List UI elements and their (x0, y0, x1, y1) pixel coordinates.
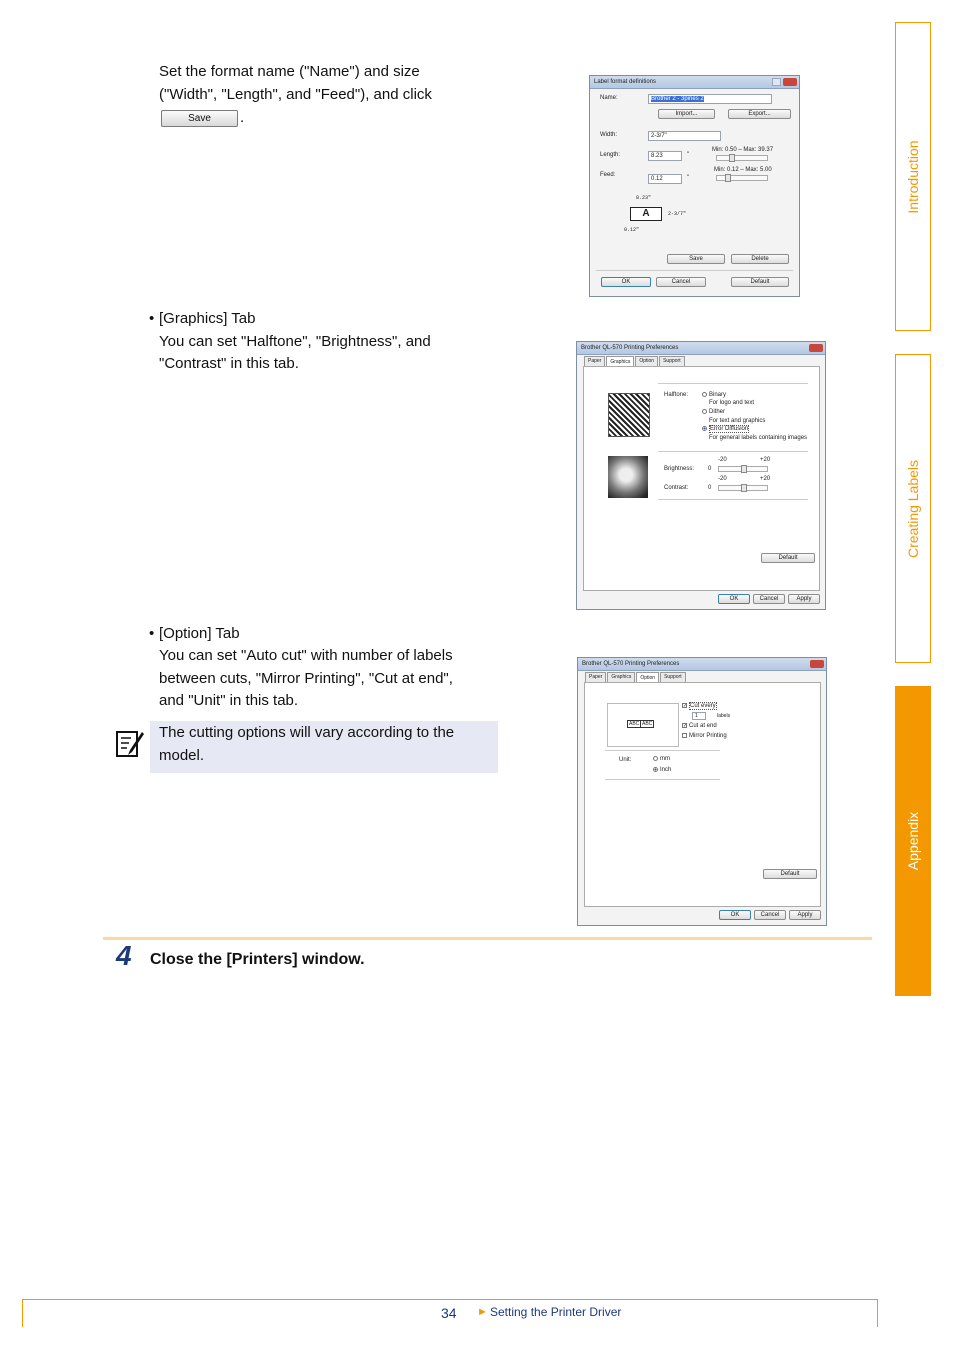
graphics-dialog (576, 341, 826, 610)
opt-dither[interactable] (702, 409, 725, 415)
tab-introduction[interactable] (895, 22, 931, 331)
halftone-label: Halftone: (664, 392, 689, 398)
brightness-slider[interactable] (718, 466, 768, 472)
tab-creating-labels-label: Creating Labels (905, 459, 921, 558)
dlg1-feed-slider[interactable] (716, 175, 768, 181)
tab-graphics[interactable]: Graphics (606, 356, 634, 366)
opt-binary-desc: For logo and text (709, 400, 755, 406)
unit-mm-radio[interactable] (653, 756, 670, 762)
unit-mm-label: mm (660, 756, 670, 763)
dlg1-separator (596, 270, 793, 271)
brightness-max: +20 (760, 457, 771, 463)
dlg1-feed-range: Min: 0.12 – Max: 5.00 (714, 167, 772, 173)
note-line-2: model. (159, 747, 205, 764)
unit-inch-label: Inch (660, 767, 672, 774)
dlg3-rule-1 (605, 750, 720, 751)
step-rule (103, 937, 872, 940)
dlg1-width-select[interactable]: 2-3/7" (648, 131, 721, 141)
cut-count-input[interactable]: 1 (692, 712, 706, 720)
help-icon[interactable] (772, 78, 781, 86)
dlg2-default-button[interactable]: Default (761, 553, 815, 563)
graphics-bullet: • (149, 310, 155, 327)
photo-preview-image (608, 456, 648, 498)
tab-support[interactable]: Support (660, 672, 686, 682)
dlg1-feed-input[interactable]: 0.12 (648, 174, 682, 184)
note-line-1: The cutting options will vary according to the (159, 724, 455, 741)
intro-line-1: Set the format name ("Name") and size (159, 63, 420, 80)
labels-text: labels (717, 713, 731, 719)
tab-option[interactable]: Option (636, 672, 659, 682)
dlg3-apply-button[interactable]: Apply (789, 910, 821, 920)
close-icon[interactable] (783, 78, 797, 86)
inline-save-label: Save (188, 113, 211, 124)
dlg1-preview-length: 8.23" (636, 195, 652, 201)
close-icon[interactable] (809, 344, 823, 352)
dlg2-ok-button[interactable]: OK (718, 594, 750, 604)
dlg1-length-range: Min: 0.50 – Max: 39.37 (712, 147, 774, 153)
dlg1-preview-width: 2-3/7" (668, 211, 687, 217)
inline-save-button (161, 110, 238, 127)
contrast-value: 0 (708, 485, 712, 491)
cut-preview-label-1: ABC (629, 721, 640, 727)
cut-at-end-label: Cut at end (689, 723, 717, 730)
dlg2-rule-3 (658, 499, 808, 500)
mirror-checkbox[interactable] (682, 733, 727, 739)
step-text: Close the [Printers] window. (150, 951, 365, 968)
tab-creating-labels[interactable] (895, 354, 931, 663)
dlg1-length-slider[interactable] (716, 155, 768, 161)
footer-link[interactable]: Setting the Printer Driver (490, 1305, 622, 1319)
intro-line-2: ("Width", "Length", and "Feed"), and click (159, 86, 432, 103)
dlg1-feed-unit: " (687, 175, 690, 181)
opt-dither-label: Dither (709, 409, 726, 416)
dlg1-name-label: Name: (600, 95, 618, 101)
opt-error-label: Error Diffusion (710, 426, 749, 433)
unit-label: Unit: (619, 757, 632, 763)
opt-dither-desc: For text and graphics (709, 418, 766, 424)
dlg1-default-button[interactable]: Default (731, 277, 789, 287)
dlg3-ok-button[interactable]: OK (719, 910, 751, 920)
tab-option[interactable]: Option (635, 356, 658, 366)
option-heading: [Option] Tab (159, 625, 240, 642)
brightness-min: -20 (718, 457, 727, 463)
dlg2-titlebar (577, 342, 825, 355)
dlg3-cancel-button[interactable]: Cancel (754, 910, 786, 920)
tab-appendix[interactable] (895, 686, 931, 996)
option-dialog (577, 657, 827, 926)
dlg1-length-label: Length: (600, 152, 621, 158)
contrast-label: Contrast: (664, 485, 689, 491)
dlg1-length-input[interactable]: 8.23 (648, 151, 682, 161)
dlg2-title: Brother QL-570 Printing Preferences (581, 345, 679, 351)
note-box (150, 721, 498, 773)
dlg3-tabs (585, 672, 687, 682)
opt-error-desc: For general labels containing images (709, 435, 808, 441)
dlg1-delete-button[interactable]: Delete (731, 254, 789, 264)
opt-error-diffusion[interactable] (702, 426, 749, 432)
dlg1-feed-label: Feed: (600, 172, 616, 178)
option-line-2: between cuts, "Mirror Printing", "Cut at end", (159, 670, 453, 687)
cut-preview-label-2: ABC (642, 721, 653, 727)
dlg1-preview-letter: A (642, 208, 650, 219)
cut-at-end-checkbox[interactable]: ✓ Cut at end (683, 723, 717, 730)
tab-graphics[interactable]: Graphics (607, 672, 635, 682)
dlg1-save-button[interactable]: Save (667, 254, 725, 264)
tab-paper[interactable]: Paper (585, 672, 606, 682)
close-icon[interactable] (810, 660, 824, 668)
mirror-label: Mirror Printing (689, 733, 727, 740)
dlg1-export-button[interactable]: Export... (728, 109, 791, 119)
dlg2-rule-1 (658, 383, 808, 384)
dlg1-width-label: Width: (600, 132, 618, 138)
tab-paper[interactable]: Paper (584, 356, 605, 366)
dlg3-rule-2 (605, 779, 720, 780)
dlg2-tabs (584, 356, 686, 366)
step-number: 4 (116, 940, 132, 971)
dlg1-length-unit: " (687, 152, 690, 158)
note-icon (114, 728, 146, 760)
dlg3-titlebar (578, 658, 826, 671)
option-bullet: • (149, 625, 155, 642)
tab-support[interactable]: Support (659, 356, 685, 366)
dlg1-titlebar (590, 76, 799, 89)
dlg3-panel (584, 682, 821, 907)
cut-every-checkbox[interactable]: ✓ Cut every (683, 703, 716, 710)
contrast-max: +20 (760, 476, 771, 482)
dlg3-title: Brother QL-570 Printing Preferences (582, 661, 680, 667)
dlg3-default-button[interactable]: Default (763, 869, 817, 879)
graphics-heading: [Graphics] Tab (159, 310, 256, 327)
label-format-dialog (589, 75, 800, 297)
dlg1-title: Label format definitions (594, 79, 657, 85)
dlg2-rule-2 (658, 451, 808, 452)
cut-preview (607, 703, 679, 747)
contrast-slider[interactable] (718, 485, 768, 491)
dlg1-name-value: Brother 2 - 3pines 2 (651, 96, 704, 102)
unit-inch-radio[interactable] (653, 767, 671, 773)
halftone-preview-image (608, 393, 650, 437)
tab-appendix-label: Appendix (905, 811, 921, 871)
intro-period: . (240, 109, 245, 126)
brightness-value: 0 (708, 466, 712, 472)
brightness-label: Brightness: (664, 466, 695, 472)
opt-binary-label: Binary (709, 392, 727, 399)
dlg1-name-select[interactable] (648, 94, 772, 104)
graphics-line-1: You can set "Halftone", "Brightness", and (159, 333, 431, 350)
tab-introduction-label: Introduction (905, 139, 921, 214)
dlg2-cancel-button[interactable]: Cancel (753, 594, 785, 604)
cut-every-label: Cut every (690, 703, 716, 710)
dlg1-ok-button[interactable]: OK (601, 277, 651, 287)
contrast-min: -20 (718, 476, 727, 482)
dlg1-preview-feed: 0.12" (624, 227, 640, 233)
footer-page-number: 34 (441, 1305, 457, 1321)
dlg2-apply-button[interactable]: Apply (788, 594, 820, 604)
graphics-line-2: "Contrast" in this tab. (159, 355, 299, 372)
dlg1-preview-label (630, 207, 662, 221)
dlg1-cancel-button[interactable]: Cancel (656, 277, 706, 287)
option-line-1: You can set "Auto cut" with number of labels (159, 647, 453, 664)
option-line-3: and "Unit" in this tab. (159, 692, 299, 709)
opt-binary[interactable] (702, 392, 726, 398)
dlg1-import-button[interactable]: Import... (658, 109, 715, 119)
dlg2-panel (583, 366, 820, 591)
footer-arrow-icon: ► (477, 1306, 488, 1318)
